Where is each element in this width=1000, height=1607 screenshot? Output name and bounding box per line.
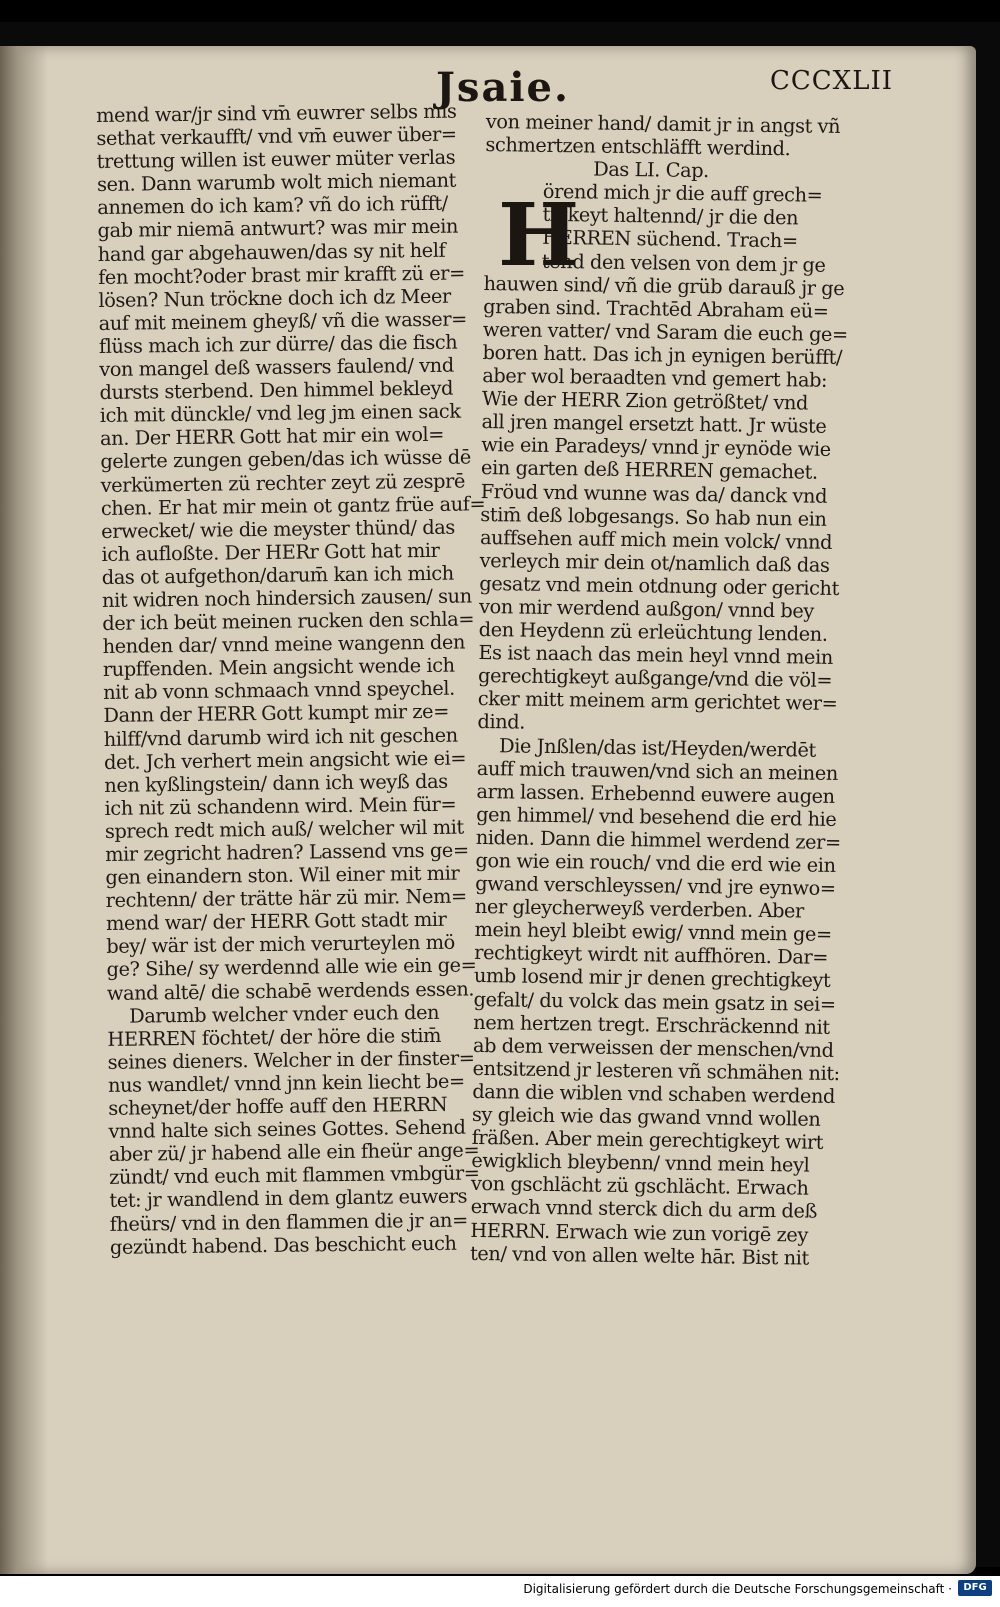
- text-line: arm lassen. Erhebennd euwere augen: [476, 779, 835, 808]
- text-line: mend war/jr sind vm̄ euwrer selbs mis: [96, 99, 457, 127]
- text-line: sy gleich wie das gwand vnnd wollen: [471, 1102, 821, 1131]
- text-line: fen mocht?oder brast mir krafft zü er=: [97, 261, 465, 289]
- text-line: Wie der HERR Zion getrößtet/ vnd: [481, 387, 809, 415]
- text-line: gab mir niemā antwurt? was mir mein: [97, 215, 459, 243]
- footer-credit: Digitalisierung gefördert durch die Deutsche Forschungsgemeinschaft ·: [523, 1582, 952, 1596]
- text-line: nit ab vonn schmaach vnnd speychel.: [103, 677, 455, 705]
- folio-number: CCCXLII: [770, 66, 893, 96]
- text-line: HERREN süchend. Trach=: [542, 226, 798, 253]
- text-line: mir zegricht hadren? Lassend vns ge=: [105, 838, 469, 866]
- text-line: chen. Er hat mir mein ot gantz früe auf=: [100, 491, 486, 520]
- text-line: det. Jch verhert mein angsicht wie ei=: [103, 746, 467, 774]
- text-line: hand gar abgehauwen/das sy nit helf: [97, 238, 446, 266]
- text-line: nen kyßlingstein/ dann ich weyß das: [104, 769, 448, 797]
- right-column-body: [470, 272, 864, 1270]
- text-line: hilff/vnd darumb wird ich nit geschen: [103, 723, 458, 751]
- text-line: boren hatt. Das ich jn eynigen berüfft/: [482, 340, 843, 369]
- text-line: nit widren noch hindersich zausen/ sun: [101, 584, 472, 612]
- text-line: mend war/ der HERR Gott stadt mir: [105, 908, 447, 936]
- text-line: dind.: [477, 710, 526, 735]
- text-line: rechtenn/ der trätte här zü mir. Nem=: [105, 884, 467, 913]
- text-line: bey/ wär ist der mich verurteylen mö: [106, 931, 455, 959]
- text-line: auff mich trauwen/vnd sich an meinen: [476, 756, 839, 785]
- text-line: flüss mach ich zur dürre/ das die fisch: [98, 330, 458, 358]
- text-line: niden. Dann die himmel werdend zer=: [475, 825, 841, 854]
- chapter-heading: Das LI. Cap.: [593, 157, 710, 183]
- text-line: schmertzen entschläfft werdind.: [485, 133, 791, 161]
- text-line: ten/ vnd von allen welte hār. Bist nit: [469, 1241, 809, 1270]
- footer-bar: [0, 1576, 1000, 1607]
- text-line: weren vatter/ vnd Saram die euch ge=: [482, 317, 848, 346]
- text-line: rupffenden. Mein angsicht wende ich: [102, 653, 455, 682]
- text-line: dann die wiblen vnd schaben werdend: [472, 1079, 836, 1108]
- text-line: tend den velsen von dem jr ge: [541, 249, 826, 277]
- text-line: sethat verkaufft/ vnd vm̄ euwer über=: [96, 122, 457, 151]
- text-line: gen himmel/ vnd besehend die erd hie: [476, 802, 837, 831]
- text-line: von mangel deß wassers faulend/ vnd: [99, 353, 454, 382]
- text-line: sprech redt mich auß/ welcher wil mit: [104, 815, 464, 843]
- text-line: annemen do ich kam? vñ do ich rüfft/: [97, 192, 448, 220]
- text-line: das ot aufgethon/darum̄ kan ich mich: [101, 561, 454, 589]
- text-line: auffsehen auff mich mein volck/ vnnd: [479, 525, 833, 554]
- text-line: ner gleycherweyß verderben. Aber: [474, 895, 805, 923]
- text-line: wand altē/ die schabē werdends essen.: [106, 977, 475, 1005]
- text-line: gon wie ein rouch/ vnd die erd wie ein: [475, 848, 836, 877]
- text-line: der ich beüt meinen rucken den schla=: [102, 607, 475, 636]
- text-line: Darumb welcher vnder euch den: [129, 1000, 440, 1028]
- text-line: erwach vnnd sterck dich du arm deß: [470, 1195, 818, 1224]
- text-line: seines dieners. Welcher in der finster=: [107, 1046, 475, 1074]
- text-line: ab dem verweissen der menschen/vnd: [472, 1033, 834, 1062]
- text-line: erwecket/ wie die meyster thünd/ das: [101, 515, 455, 543]
- text-line: zündt/ vnd euch mit flammen vmbgür=: [108, 1161, 480, 1190]
- text-line: lösen? Nun tröckne doch ich dz Meer: [98, 284, 451, 312]
- gutter-shadow: [0, 46, 48, 1574]
- text-line: mein heyl bleibt ewig/ vnnd mein ge=: [474, 918, 832, 947]
- text-line: tigkeyt haltennd/ jr die den: [542, 203, 799, 230]
- text-line: scheynet/der hoffe auff den HERRN: [108, 1092, 448, 1120]
- text-line: henden dar/ vnnd meine wangenn den: [102, 630, 466, 659]
- text-line: auf mit meinem gheyß/ vñ die wasser=: [98, 307, 468, 335]
- text-line: nus wandlet/ vnnd jnn kein liecht be=: [107, 1069, 465, 1097]
- text-line: wie ein Paradeys/ vnnd jr eynöde wie: [481, 433, 831, 462]
- text-line: trettung willen ist euwer müter verlas: [96, 145, 456, 174]
- text-line: verleych mir dein ot/namlich daß das: [479, 548, 830, 577]
- scan-background: [0, 22, 1000, 1567]
- text-line: nem hertzen tregt. Erschräckennd nit: [473, 1010, 830, 1039]
- text-line: von meiner hand/ damit jr in angst vñ: [485, 110, 841, 138]
- text-line: gen einandern ston. Wil einer mit mir: [105, 861, 460, 890]
- text-line: den Heydenn zü erleüchtung lenden.: [478, 618, 828, 646]
- text-line: Die Jnßlen/das ist/Heyden/werdēt: [498, 733, 817, 762]
- text-line: tet: jr wandlend in dem glantz euwers: [109, 1184, 468, 1213]
- text-line: von mir werdend außgon/ vnnd bey: [478, 594, 815, 623]
- text-line: ich nit zü schandenn wird. Mein für=: [104, 792, 457, 820]
- text-line: Es ist naach das mein heyl vnnd mein: [478, 641, 834, 670]
- text-line: HERREN föchtet/ der höre die stim̄: [107, 1023, 442, 1051]
- text-line: aber wol beraadten vnd gemert hab:: [482, 364, 828, 392]
- text-line: all jren mangel ersetzt hatt. Jr wüste: [481, 410, 827, 439]
- text-line: ich aufloßte. Der HERr Gott hat mir: [101, 538, 440, 566]
- text-line: gwand verschleyssen/ vnd jre eynwo=: [475, 872, 836, 901]
- dfg-logo: DFG: [958, 1580, 992, 1596]
- text-line: ge? Sihe/ sy werdennd alle wie ein ge=: [106, 953, 477, 982]
- text-line: aber zü/ jr habend alle ein fheür ange=: [108, 1138, 480, 1167]
- text-line: ich mit dünckle/ vnd leg jm einen sack: [99, 399, 461, 428]
- text-line: Dann der HERR Gott kumpt mir ze=: [103, 700, 450, 728]
- text-line: rechtigkeyt wirdt nit auffhören. Dar=: [474, 941, 829, 970]
- text-line: ein garten deß HERREN gemachet.: [480, 456, 818, 485]
- text-line: örend mich jr die auff grech=: [542, 180, 823, 207]
- text-line: gerechtigkeyt außgange/vnd die völ=: [477, 664, 833, 693]
- text-line: graben sind. Trachtēd Abraham eü=: [483, 294, 829, 323]
- text-line: fräßen. Aber mein gerechtigkeyt wirt: [471, 1126, 824, 1154]
- text-line: gezündt habend. Das beschicht euch: [109, 1231, 457, 1259]
- text-line: vnnd halte sich seines Gottes. Sehend: [108, 1115, 466, 1144]
- text-line: gesatz vnd mein otdnung oder gericht: [479, 571, 840, 600]
- running-head-title: Jsaie.: [436, 64, 570, 111]
- text-line: an. Der HERR Gott hat mir ein wol=: [99, 423, 445, 451]
- text-line: cker mitt meinem arm gerichtet wer=: [477, 687, 838, 716]
- text-line: verkümerten zü rechter zeyt zü zesprē: [100, 469, 466, 497]
- text-line: hauwen sind/ vñ die grüb darauß jr ge: [483, 271, 845, 300]
- text-line: HERRN. Erwach wie zun vorigē zey: [470, 1218, 809, 1247]
- text-line: Fröud vnd wunne was da/ danck vnd: [480, 479, 828, 508]
- text-line: ewigklich bleybenn/ vnnd mein heyl: [471, 1149, 810, 1177]
- text-line: sen. Dann warumb wolt mich niemant: [96, 168, 457, 197]
- text-line: gefalt/ du volck das mein gsatz in sei=: [473, 987, 836, 1016]
- text-line: gelerte zungen geben/das ich wüsse dē: [100, 445, 471, 474]
- text-line: von gschlächt zü gschlächt. Erwach: [470, 1172, 809, 1200]
- text-line: fheürs/ vnd in den flammen die jr an=: [109, 1208, 468, 1236]
- text-line: umb losend mir jr denen grechtigkeyt: [473, 964, 831, 993]
- text-line: stim̄ deß lobgesangs. So hab nun ein: [480, 502, 827, 531]
- text-line: dursts sterbend. Den himmel bekleyd: [99, 376, 454, 405]
- decorated-initial: H: [498, 185, 580, 286]
- text-line: entsitzend jr lesteren vñ schmähen nit:: [472, 1056, 840, 1085]
- left-column: [96, 99, 502, 1258]
